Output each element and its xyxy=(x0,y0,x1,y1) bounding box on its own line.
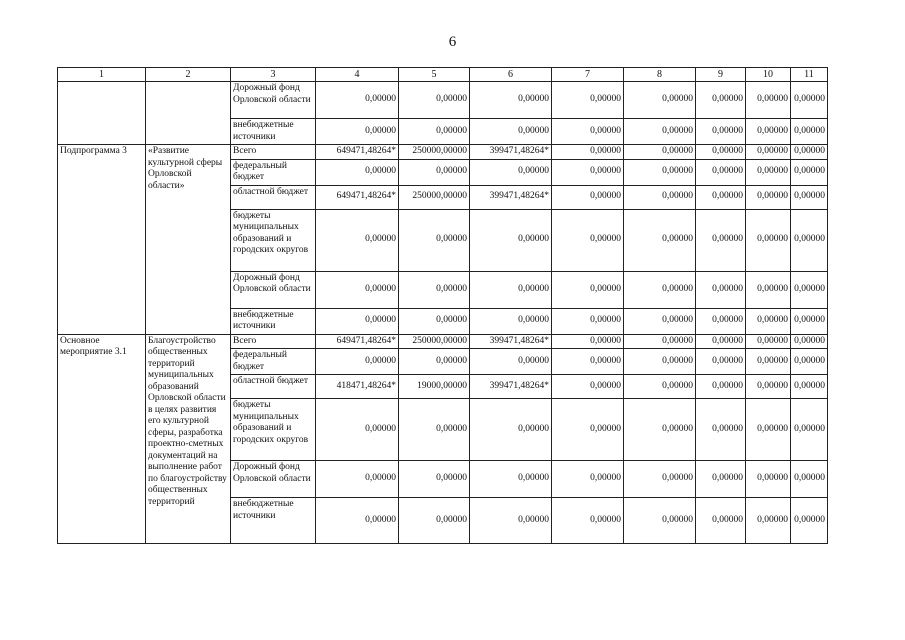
amount-cell: 0,00000 xyxy=(316,349,399,375)
funding-source: Всего xyxy=(231,145,316,160)
program-label: Основное мероприятие 3.1 xyxy=(58,334,146,544)
amount-cell: 0,00000 xyxy=(791,399,828,461)
amount-cell: 0,00000 xyxy=(746,271,791,308)
amount-cell: 0,00000 xyxy=(624,399,696,461)
table-row xyxy=(58,334,828,349)
header-row xyxy=(58,68,828,82)
amount-cell: 0,00000 xyxy=(746,308,791,334)
amount-cell: 0,00000 xyxy=(746,461,791,498)
amount-cell: 0,00000 xyxy=(791,498,828,544)
program-name xyxy=(146,82,231,145)
amount-cell: 0,00000 xyxy=(791,209,828,271)
funding-source: областной бюджет xyxy=(231,375,316,399)
amount-cell: 0,00000 xyxy=(399,271,470,308)
amount-cell: 0,00000 xyxy=(552,399,624,461)
amount-cell: 0,00000 xyxy=(746,399,791,461)
amount-cell: 649471,48264* xyxy=(316,185,399,209)
amount-cell: 399471,48264* xyxy=(470,185,552,209)
amount-cell: 0,00000 xyxy=(791,271,828,308)
amount-cell: 0,00000 xyxy=(316,308,399,334)
amount-cell: 0,00000 xyxy=(696,461,746,498)
program-name: Благоустройство общественных территорий муниципальных образований Орловской области в целях развития его культурной сферы, разработка проектно-сметных документаций на выполнение работ по благоустройству общественных территорий xyxy=(146,334,231,544)
column-header: 4 xyxy=(316,68,399,82)
amount-cell: 0,00000 xyxy=(746,498,791,544)
funding-source: Дорожный фонд Орловской области xyxy=(231,82,316,119)
amount-cell: 0,00000 xyxy=(552,461,624,498)
amount-cell: 0,00000 xyxy=(470,159,552,185)
amount-cell: 0,00000 xyxy=(399,399,470,461)
amount-cell: 0,00000 xyxy=(746,119,791,145)
column-header: 1 xyxy=(58,68,146,82)
amount-cell: 0,00000 xyxy=(746,159,791,185)
amount-cell: 0,00000 xyxy=(316,399,399,461)
amount-cell: 0,00000 xyxy=(791,185,828,209)
amount-cell: 0,00000 xyxy=(791,375,828,399)
amount-cell: 399471,48264* xyxy=(470,145,552,160)
program-label xyxy=(58,82,146,145)
amount-cell: 0,00000 xyxy=(552,159,624,185)
amount-cell: 0,00000 xyxy=(316,498,399,544)
amount-cell: 0,00000 xyxy=(746,209,791,271)
table-row xyxy=(58,82,828,119)
amount-cell: 0,00000 xyxy=(791,145,828,160)
amount-cell: 418471,48264* xyxy=(316,375,399,399)
amount-cell: 0,00000 xyxy=(470,308,552,334)
amount-cell: 0,00000 xyxy=(746,145,791,160)
amount-cell: 0,00000 xyxy=(696,308,746,334)
amount-cell: 0,00000 xyxy=(696,271,746,308)
amount-cell: 0,00000 xyxy=(746,185,791,209)
amount-cell: 0,00000 xyxy=(624,334,696,349)
amount-cell: 0,00000 xyxy=(624,145,696,160)
amount-cell: 0,00000 xyxy=(316,271,399,308)
amount-cell: 0,00000 xyxy=(624,209,696,271)
amount-cell: 0,00000 xyxy=(552,145,624,160)
amount-cell: 399471,48264* xyxy=(470,375,552,399)
column-header: 11 xyxy=(791,68,828,82)
amount-cell: 0,00000 xyxy=(399,82,470,119)
column-header: 3 xyxy=(231,68,316,82)
amount-cell: 0,00000 xyxy=(470,271,552,308)
amount-cell: 0,00000 xyxy=(470,209,552,271)
funding-source: федеральный бюджет xyxy=(231,349,316,375)
amount-cell: 0,00000 xyxy=(696,498,746,544)
funding-source: бюджеты муниципальных образований и городских округов xyxy=(231,399,316,461)
program-label: Подпрограмма 3 xyxy=(58,145,146,335)
amount-cell: 0,00000 xyxy=(470,349,552,375)
column-header: 10 xyxy=(746,68,791,82)
amount-cell: 0,00000 xyxy=(696,399,746,461)
column-header: 9 xyxy=(696,68,746,82)
column-header: 7 xyxy=(552,68,624,82)
amount-cell: 0,00000 xyxy=(552,82,624,119)
amount-cell: 0,00000 xyxy=(791,349,828,375)
amount-cell: 0,00000 xyxy=(696,185,746,209)
amount-cell: 0,00000 xyxy=(624,159,696,185)
amount-cell: 0,00000 xyxy=(791,159,828,185)
amount-cell: 0,00000 xyxy=(399,349,470,375)
funding-source: внебюджетные источники xyxy=(231,119,316,145)
funding-source: внебюджетные источники xyxy=(231,308,316,334)
budget-table xyxy=(57,67,828,544)
amount-cell: 0,00000 xyxy=(470,461,552,498)
column-header: 8 xyxy=(624,68,696,82)
amount-cell: 0,00000 xyxy=(624,82,696,119)
column-header: 6 xyxy=(470,68,552,82)
amount-cell: 0,00000 xyxy=(696,209,746,271)
amount-cell: 0,00000 xyxy=(746,334,791,349)
amount-cell: 0,00000 xyxy=(696,375,746,399)
amount-cell: 0,00000 xyxy=(624,375,696,399)
amount-cell: 0,00000 xyxy=(316,119,399,145)
funding-source: Дорожный фонд Орловской области xyxy=(231,271,316,308)
amount-cell: 0,00000 xyxy=(399,119,470,145)
amount-cell: 0,00000 xyxy=(791,334,828,349)
amount-cell: 0,00000 xyxy=(470,119,552,145)
amount-cell: 649471,48264* xyxy=(316,334,399,349)
amount-cell: 0,00000 xyxy=(746,375,791,399)
amount-cell: 0,00000 xyxy=(552,308,624,334)
amount-cell: 0,00000 xyxy=(624,461,696,498)
amount-cell: 0,00000 xyxy=(624,119,696,145)
amount-cell: 399471,48264* xyxy=(470,334,552,349)
amount-cell: 0,00000 xyxy=(791,82,828,119)
amount-cell: 0,00000 xyxy=(624,498,696,544)
amount-cell: 0,00000 xyxy=(316,209,399,271)
amount-cell: 0,00000 xyxy=(624,308,696,334)
column-header: 5 xyxy=(399,68,470,82)
amount-cell: 0,00000 xyxy=(470,82,552,119)
amount-cell: 0,00000 xyxy=(696,159,746,185)
column-header: 2 xyxy=(146,68,231,82)
amount-cell: 0,00000 xyxy=(552,498,624,544)
amount-cell: 0,00000 xyxy=(399,461,470,498)
amount-cell: 0,00000 xyxy=(316,82,399,119)
amount-cell: 0,00000 xyxy=(624,185,696,209)
amount-cell: 0,00000 xyxy=(624,349,696,375)
amount-cell: 0,00000 xyxy=(552,119,624,145)
amount-cell: 0,00000 xyxy=(552,375,624,399)
amount-cell: 0,00000 xyxy=(696,119,746,145)
amount-cell: 649471,48264* xyxy=(316,145,399,160)
amount-cell: 0,00000 xyxy=(399,209,470,271)
page-number: 6 xyxy=(448,34,457,50)
amount-cell: 0,00000 xyxy=(791,119,828,145)
funding-source: внебюджетные источники xyxy=(231,498,316,544)
amount-cell: 0,00000 xyxy=(624,271,696,308)
amount-cell: 0,00000 xyxy=(696,145,746,160)
funding-source: федеральный бюджет xyxy=(231,159,316,185)
amount-cell: 0,00000 xyxy=(552,185,624,209)
amount-cell: 0,00000 xyxy=(552,271,624,308)
amount-cell: 0,00000 xyxy=(696,82,746,119)
amount-cell: 0,00000 xyxy=(746,82,791,119)
funding-source: Всего xyxy=(231,334,316,349)
amount-cell: 0,00000 xyxy=(399,498,470,544)
amount-cell: 0,00000 xyxy=(791,308,828,334)
amount-cell: 250000,00000 xyxy=(399,185,470,209)
amount-cell: 0,00000 xyxy=(696,349,746,375)
amount-cell: 0,00000 xyxy=(470,399,552,461)
amount-cell: 0,00000 xyxy=(316,461,399,498)
amount-cell: 0,00000 xyxy=(399,308,470,334)
amount-cell: 0,00000 xyxy=(746,349,791,375)
funding-source: Дорожный фонд Орловской области xyxy=(231,461,316,498)
amount-cell: 0,00000 xyxy=(696,334,746,349)
amount-cell: 250000,00000 xyxy=(399,145,470,160)
amount-cell: 0,00000 xyxy=(552,334,624,349)
funding-source: областной бюджет xyxy=(231,185,316,209)
amount-cell: 0,00000 xyxy=(791,461,828,498)
table-row xyxy=(58,145,828,160)
funding-source: бюджеты муниципальных образований и городских округов xyxy=(231,209,316,271)
program-name: «Развитие культурной сферы Орловской области» xyxy=(146,145,231,335)
amount-cell: 0,00000 xyxy=(552,349,624,375)
amount-cell: 0,00000 xyxy=(399,159,470,185)
amount-cell: 0,00000 xyxy=(316,159,399,185)
amount-cell: 19000,00000 xyxy=(399,375,470,399)
amount-cell: 250000,00000 xyxy=(399,334,470,349)
amount-cell: 0,00000 xyxy=(470,498,552,544)
amount-cell: 0,00000 xyxy=(552,209,624,271)
